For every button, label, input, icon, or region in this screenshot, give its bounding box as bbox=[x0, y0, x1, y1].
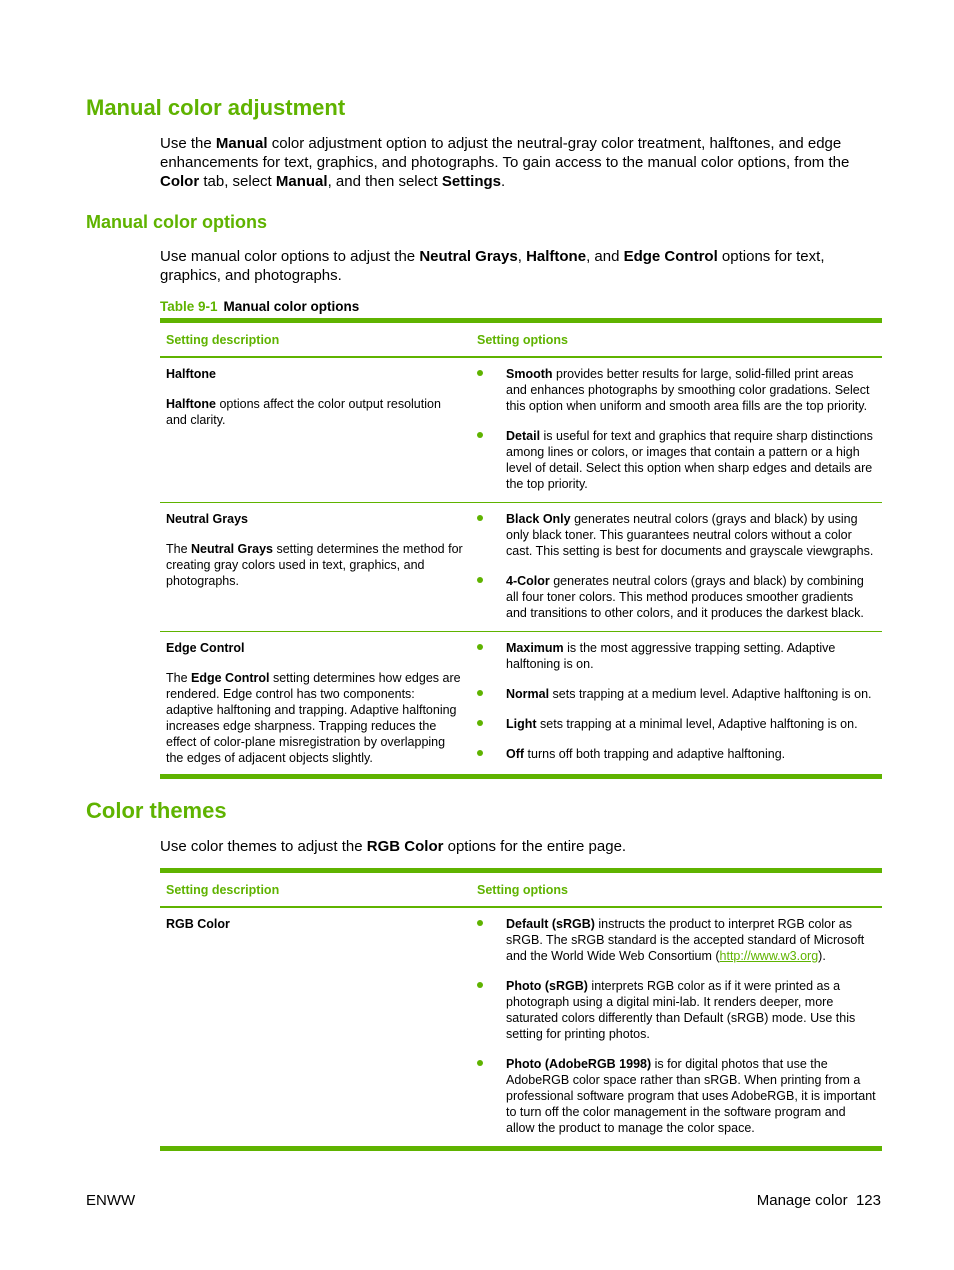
option-bold-term: Off bbox=[506, 747, 525, 761]
intro-text: Use color themes to adjust the bbox=[160, 838, 367, 855]
bullet-icon bbox=[477, 690, 483, 696]
column-header-options: Setting options bbox=[471, 321, 882, 358]
option-list-item bbox=[477, 716, 876, 732]
table-caption bbox=[160, 299, 359, 314]
description-text: setting determines the method for creating gray colors used in text, graphics, and photographs. bbox=[166, 542, 463, 588]
bullet-icon bbox=[477, 370, 483, 376]
option-text: provides better results for large, solid-filled print areas and enhances photographs by smoothing color gradations. Select this option when uniform and smooth area fills are the top priority. bbox=[506, 367, 870, 413]
option-bold-term: 4-Color bbox=[506, 574, 550, 588]
bullet-icon bbox=[477, 920, 483, 926]
bullet-icon bbox=[477, 577, 483, 583]
options-list bbox=[477, 640, 876, 762]
setting-description-cell bbox=[160, 632, 471, 777]
option-list-item bbox=[477, 746, 876, 762]
option-text: generates neutral colors (grays and black) by combining all four toner colors. This method produces smoother gradients and transitions to other colors, and it produces the darkest black. bbox=[506, 574, 864, 620]
option-bold-term: Photo (sRGB) bbox=[506, 979, 588, 993]
description-bold-term: Edge Control bbox=[191, 671, 270, 685]
options-list bbox=[477, 916, 876, 1136]
option-text: generates neutral colors (grays and black) by using only black toner. This guarantees neutral colors without a color cast. This setting is best for documents and grayscale viewgraphs. bbox=[506, 512, 874, 558]
intro-text: Use the bbox=[160, 135, 216, 152]
setting-options-cell bbox=[471, 503, 882, 632]
setting-description-cell bbox=[160, 907, 471, 1149]
option-bold-term: Black Only bbox=[506, 512, 571, 526]
option-bold-term: Detail bbox=[506, 429, 541, 443]
setting-options-cell bbox=[471, 357, 882, 503]
option-text: is useful for text and graphics that require sharp distinctions among lines or colors, or images that contain a pattern or a high level of detail. Select this option when sharp edges and details are the top priority. bbox=[506, 429, 873, 491]
setting-description bbox=[166, 396, 465, 428]
description-text: The bbox=[166, 542, 192, 556]
intro-bold-term: RGB Color bbox=[366, 838, 444, 855]
setting-title: Neutral Grays bbox=[166, 512, 248, 526]
page-number: 123 bbox=[855, 1192, 881, 1209]
intro-text: , and then select bbox=[327, 173, 442, 190]
setting-title: Halftone bbox=[166, 367, 216, 381]
setting-title: Edge Control bbox=[166, 641, 245, 655]
heading-manual-color-adjustment: Manual color adjustment bbox=[86, 95, 346, 120]
intro-bold-term: Color bbox=[160, 173, 200, 190]
description-text: setting determines how edges are rendered. Edge control has two components: adaptive halftoning and trapping. Adaptive halftoning increases edge sharpness. Trapping reduces the effect of color-plane misregistration by overlapping the edges of adjacent objects slightly. bbox=[166, 671, 461, 765]
option-text: ). bbox=[818, 949, 826, 963]
options-list bbox=[477, 366, 876, 492]
options-list bbox=[477, 511, 876, 621]
setting-options-cell bbox=[471, 907, 882, 1149]
description-bold-term: Neutral Grays bbox=[191, 542, 273, 556]
option-list-item bbox=[477, 511, 876, 559]
bullet-icon bbox=[477, 750, 483, 756]
option-text: turns off both trapping and adaptive halftoning. bbox=[524, 747, 786, 761]
table-row bbox=[160, 357, 882, 503]
option-text: sets trapping at a medium level. Adaptive halftoning is on. bbox=[549, 687, 872, 701]
intro-bold-term: Manual bbox=[275, 173, 328, 190]
description-text: options affect the color output resolution and clarity. bbox=[166, 397, 441, 427]
table-header-row bbox=[160, 871, 882, 908]
bullet-icon bbox=[477, 982, 483, 988]
footer-left: ENWW bbox=[86, 1192, 136, 1209]
option-list-item bbox=[477, 916, 876, 964]
option-list-item bbox=[477, 686, 876, 702]
setting-options-cell bbox=[471, 632, 882, 777]
bullet-icon bbox=[477, 1060, 483, 1066]
option-text: sets trapping at a minimal level, Adaptive halftoning is on. bbox=[536, 717, 858, 731]
option-text: is the most aggressive trapping setting. Adaptive halftoning is on. bbox=[506, 641, 836, 671]
footer-right bbox=[757, 1192, 881, 1209]
footer-section-label: Manage color bbox=[756, 1192, 848, 1209]
option-text: instructs the product to interpret RGB color as sRGB. The sRGB standard is the accepted standard of Microsoft and the World Wide Web Consortium ( bbox=[506, 917, 865, 963]
intro-text: options for the entire page. bbox=[443, 838, 627, 855]
option-list-item bbox=[477, 366, 876, 414]
intro-text: options for text, graphics, and photographs. bbox=[160, 248, 825, 284]
intro-bold-term: Manual bbox=[215, 135, 268, 152]
w3-link[interactable]: http://www.w3.org bbox=[719, 949, 819, 963]
option-list-item bbox=[477, 978, 876, 1042]
bullet-icon bbox=[477, 720, 483, 726]
intro-text: color adjustment option to adjust the neutral-gray color treatment, halftones, and edge enhancements for text, graphics, and photographs. To gain access to the manual color options, from the bbox=[160, 135, 850, 171]
intro-bold-term: Settings bbox=[441, 173, 502, 190]
option-text: is for digital photos that use the AdobeRGB color space rather than sRGB. When printing from a professional software program that uses AdobeRGB, it is important to turn off the color management in the software program and allow the product to manage the color space. bbox=[506, 1057, 876, 1135]
setting-title: RGB Color bbox=[166, 917, 230, 931]
option-list-item bbox=[477, 1056, 876, 1136]
intro-bold-term: Neutral Grays bbox=[419, 248, 518, 265]
setting-description bbox=[166, 541, 465, 589]
intro-text: tab, select bbox=[199, 173, 276, 190]
bullet-icon bbox=[477, 644, 483, 650]
option-bold-term: Normal bbox=[506, 687, 550, 701]
heading-manual-color-options: Manual color options bbox=[86, 212, 268, 232]
intro-manual-color-adjustment bbox=[160, 134, 885, 191]
description-bold-term: Halftone bbox=[166, 397, 216, 411]
description-text: The bbox=[166, 671, 192, 685]
option-bold-term: Smooth bbox=[506, 367, 553, 381]
column-header-options: Setting options bbox=[471, 871, 882, 908]
intro-text: , and bbox=[586, 248, 624, 265]
option-list-item bbox=[477, 573, 876, 621]
table-header-row bbox=[160, 321, 882, 358]
intro-manual-color-options bbox=[160, 247, 885, 285]
option-bold-term: Light bbox=[506, 717, 537, 731]
setting-description-cell bbox=[160, 357, 471, 503]
table-caption-number: Table 9-1 bbox=[160, 299, 218, 314]
column-header-description: Setting description bbox=[160, 871, 471, 908]
bullet-icon bbox=[477, 515, 483, 521]
intro-text: , bbox=[517, 248, 527, 265]
option-bold-term: Maximum bbox=[506, 641, 564, 655]
intro-bold-term: Edge Control bbox=[623, 248, 718, 265]
option-text: interprets RGB color as if it were printed as a photograph using a digital mini-lab. It renders deeper, more saturated colors differently than Default (sRGB) mode. Use this setting for printing photos. bbox=[506, 979, 856, 1041]
intro-text: . bbox=[501, 173, 506, 190]
intro-color-themes bbox=[160, 837, 885, 856]
intro-text: Use manual color options to adjust the bbox=[160, 248, 420, 265]
manual-color-options-table bbox=[160, 318, 882, 779]
table-row bbox=[160, 632, 882, 777]
option-list-item bbox=[477, 428, 876, 492]
color-themes-table bbox=[160, 868, 882, 1151]
column-header-description: Setting description bbox=[160, 321, 471, 358]
setting-description bbox=[166, 670, 465, 766]
table-row bbox=[160, 907, 882, 1149]
table-row bbox=[160, 503, 882, 632]
heading-color-themes: Color themes bbox=[86, 798, 227, 823]
setting-description-cell bbox=[160, 503, 471, 632]
intro-bold-term: Halftone bbox=[526, 248, 587, 265]
bullet-icon bbox=[477, 432, 483, 438]
table-caption-text: Manual color options bbox=[223, 299, 360, 314]
option-bold-term: Default (sRGB) bbox=[506, 917, 595, 931]
option-list-item bbox=[477, 640, 876, 672]
option-bold-term: Photo (AdobeRGB 1998) bbox=[506, 1057, 652, 1071]
